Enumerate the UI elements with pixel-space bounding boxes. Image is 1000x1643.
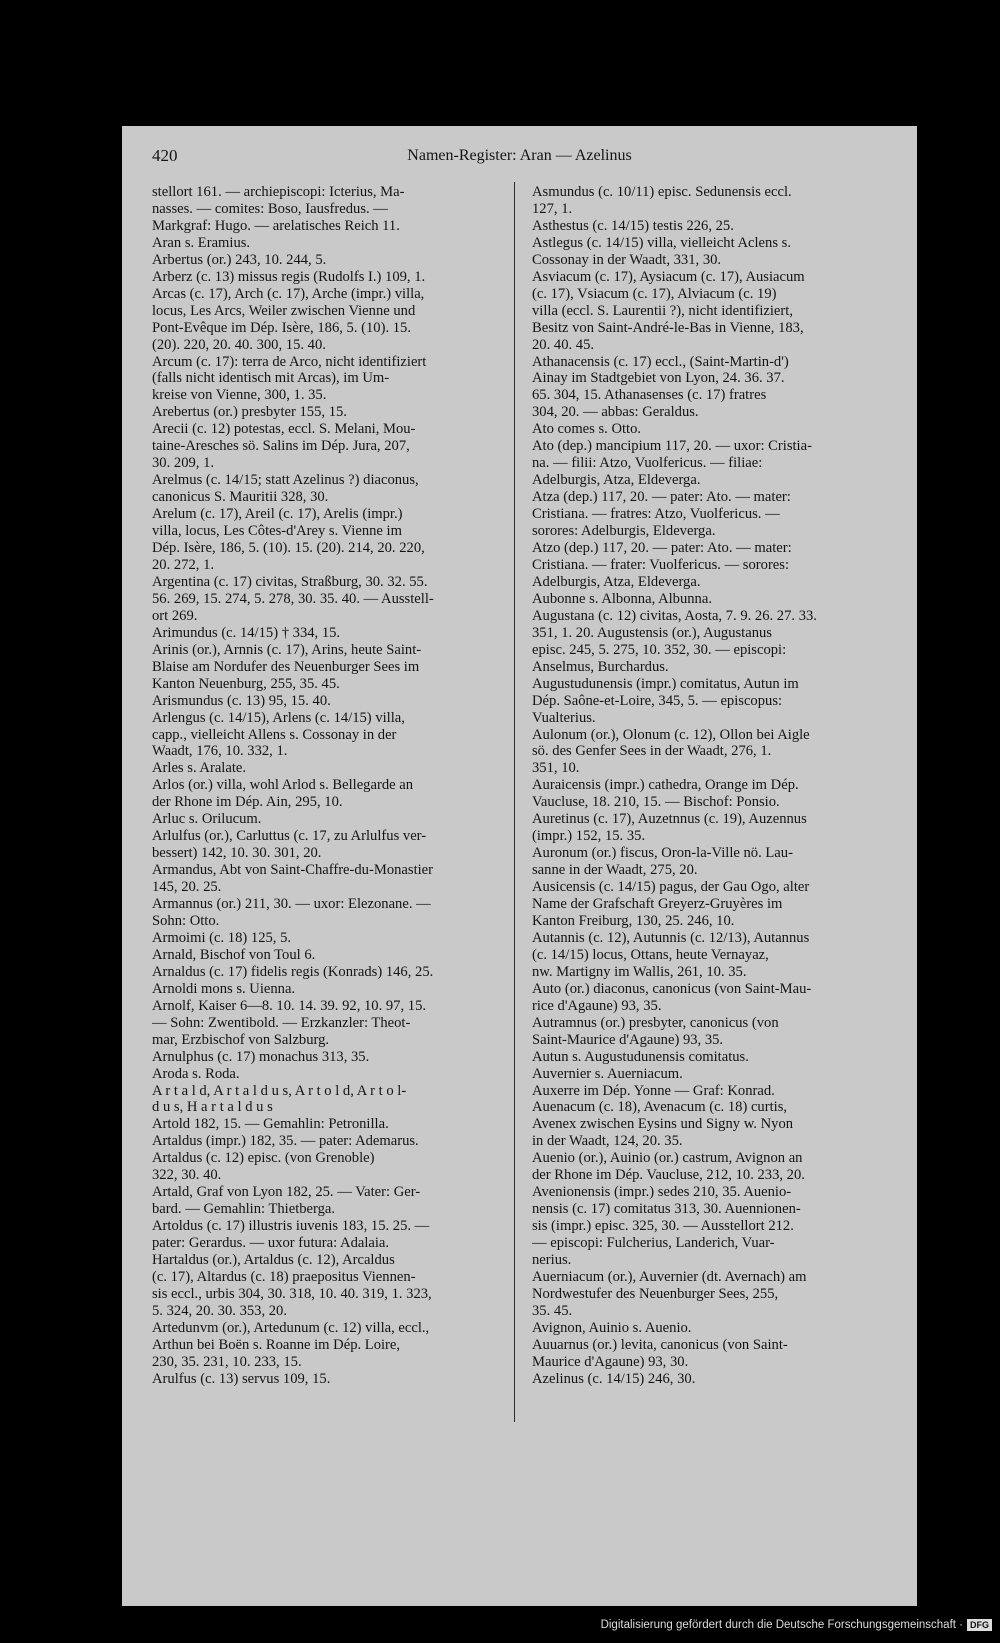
index-line: Ato comes s. Otto. bbox=[532, 421, 642, 438]
index-line: Avenionensis (impr.) sedes 210, 35. Auenio- bbox=[532, 1184, 792, 1201]
index-line: 351, 1. 20. Augustensis (or.), Augustanus bbox=[532, 624, 772, 641]
index-line: Arelum (c. 17), Areil (c. 17), Arelis (impr.) bbox=[152, 506, 403, 523]
index-line: Azelinus (c. 14/15) 246, 30. bbox=[532, 1370, 696, 1387]
page-header bbox=[122, 146, 917, 168]
index-line: na. — filii: Atzo, Vuolfericus. — filiae: bbox=[532, 455, 763, 472]
index-line: Cristiana. — fratres: Atzo, Vuolfericus. — bbox=[532, 506, 780, 523]
index-line: Cristiana. — frater: Vuolfericus. — sorores: bbox=[532, 556, 790, 573]
dfg-logo: DFG bbox=[967, 1619, 992, 1631]
index-line: Augustudunensis (impr.) comitatus, Autun im bbox=[532, 675, 799, 692]
index-line: Astlegus (c. 14/15) villa, vielleicht Aclens s. bbox=[532, 234, 791, 251]
index-line: Aulonum (or.), Olonum (c. 12), Ollon bei Aigle bbox=[532, 726, 810, 743]
index-line: stellort 161. — archiepiscopi: Icterius, Ma- bbox=[152, 184, 405, 200]
index-line: Aubonne s. Albonna, Albunna. bbox=[532, 590, 712, 607]
index-line: sanne in der Waadt, 275, 20. bbox=[532, 862, 698, 879]
index-line: 56. 269, 15. 274, 5. 278, 30. 35. 40. — Ausstell- bbox=[152, 590, 434, 607]
index-line: Autannis (c. 12), Autunnis (c. 12/13), Autannus bbox=[532, 929, 810, 946]
index-line: Adelburgis, Atza, Eldeverga. bbox=[532, 573, 701, 590]
index-line: in der Waadt, 124, 20. 35. bbox=[532, 1133, 683, 1150]
index-line: der Rhone im Dép. Ain, 295, 10. bbox=[152, 794, 343, 811]
index-line: — episcopi: Fulcherius, Landerich, Vuar- bbox=[532, 1235, 775, 1252]
index-line: Auuarnus (or.) levita, canonicus (von Saint- bbox=[532, 1336, 788, 1353]
footer-text: Digitalisierung gefördert durch die Deutsche Forschungsgemeinschaft · bbox=[600, 1619, 963, 1632]
index-line: 230, 35. 231, 10. 233, 15. bbox=[152, 1353, 302, 1370]
index-line: Arnoldi mons s. Uienna. bbox=[152, 980, 296, 997]
index-line: Arulfus (c. 13) servus 109, 15. bbox=[152, 1370, 331, 1387]
index-line: kreise von Vienne, 300, 1. 35. bbox=[152, 387, 327, 404]
index-line: Atzo (dep.) 117, 20. — pater: Ato. — mater: bbox=[532, 540, 792, 557]
index-line: bessert) 142, 10. 30. 301, 20. bbox=[152, 845, 322, 862]
index-line: Arnulphus (c. 17) monachus 313, 35. bbox=[152, 1048, 370, 1065]
index-line: Arimundus (c. 14/15) † 334, 15. bbox=[152, 624, 341, 641]
index-line: bard. — Gemahlin: Thietberga. bbox=[152, 1201, 336, 1218]
index-line: Blaise am Nordufer des Neuenburger Sees im bbox=[152, 658, 420, 675]
index-line: Atza (dep.) 117, 20. — pater: Ato. — mater: bbox=[532, 489, 791, 506]
index-line: Ainay im Stadtgebiet von Lyon, 24. 36. 37. bbox=[532, 370, 785, 387]
index-line: Anselmus, Burchardus. bbox=[532, 658, 669, 675]
index-line: sis (impr.) episc. 325, 30. — Ausstellort 212. bbox=[532, 1218, 794, 1235]
index-line: villa, locus, Les Côtes-d'Arey s. Vienne im bbox=[152, 523, 402, 540]
index-line: Armoimi (c. 18) 125, 5. bbox=[152, 929, 292, 946]
index-line: Hartaldus (or.), Artaldus (c. 12), Arcaldus bbox=[152, 1252, 395, 1269]
column-divider bbox=[514, 182, 515, 1422]
index-line: Argentina (c. 17) civitas, Straßburg, 30. 32. 55. bbox=[152, 573, 428, 590]
index-line: Arlos (or.) villa, wohl Arlod s. Bellegarde an bbox=[152, 777, 414, 794]
index-line: d u s, H a r t a l d u s bbox=[152, 1099, 273, 1116]
index-line: Ato (dep.) mancipium 117, 20. — uxor: Cristia- bbox=[532, 438, 812, 455]
index-line: 5. 324, 20. 30. 353, 20. bbox=[152, 1302, 287, 1319]
index-line: ort 269. bbox=[152, 607, 198, 624]
index-line: Markgraf: Hugo. — arelatisches Reich 11. bbox=[152, 217, 400, 234]
index-line: 30. 209, 1. bbox=[152, 455, 215, 472]
index-line: Cossonay in der Waadt, 331, 30. bbox=[532, 251, 722, 268]
index-line: Kanton Neuenburg, 255, 35. 45. bbox=[152, 675, 340, 692]
index-line: Autun s. Augustudunensis comitatus. bbox=[532, 1048, 749, 1065]
index-line: Aroda s. Roda. bbox=[152, 1065, 240, 1082]
index-line: A r t a l d, A r t a l d u s, A r t o l d, A r t o l- bbox=[152, 1082, 407, 1099]
index-line: sis eccl., urbis 304, 30. 318, 10. 40. 319, 1. 323, bbox=[152, 1285, 432, 1302]
index-line: (impr.) 152, 15. 35. bbox=[532, 828, 646, 845]
index-line: taine-Aresches sö. Salins im Dép. Jura, 207, bbox=[152, 438, 410, 455]
index-line: Artald, Graf von Lyon 182, 25. — Vater: Ger- bbox=[152, 1184, 421, 1201]
index-line: Auerniacum (or.), Auvernier (dt. Avernach) am bbox=[532, 1269, 807, 1285]
index-line: Adelburgis, Atza, Eldeverga. bbox=[532, 472, 701, 489]
index-line: 35. 45. bbox=[532, 1302, 573, 1319]
index-line: Auraicensis (impr.) cathedra, Orange im Dép. bbox=[532, 777, 799, 794]
index-line: Arnald, Bischof von Toul 6. bbox=[152, 946, 316, 963]
running-head: Namen-Register: Aran — Azelinus bbox=[407, 147, 632, 164]
index-line: Arnaldus (c. 17) fidelis regis (Konrads) 146, 25. bbox=[152, 963, 434, 980]
index-line: Arbertus (or.) 243, 10. 244, 5. bbox=[152, 251, 327, 268]
index-line: Ausicensis (c. 14/15) pagus, der Gau Ogo, alter bbox=[532, 879, 810, 896]
index-line: Autramnus (or.) presbyter, canonicus (von bbox=[532, 1014, 779, 1031]
index-line: Augustana (c. 12) civitas, Aosta, 7. 9. 26. 27. 33. bbox=[532, 607, 817, 624]
index-line: Arinis (or.), Arnnis (c. 17), Arins, heute Saint- bbox=[152, 641, 422, 658]
index-line: Artoldus (c. 17) illustris iuvenis 183, 15. 25. — bbox=[152, 1218, 430, 1235]
index-line: Arecii (c. 12) potestas, eccl. S. Melani, Mou- bbox=[152, 421, 416, 438]
index-line: (c. 17), Altardus (c. 18) praepositus Viennen- bbox=[152, 1269, 416, 1285]
index-line: mar, Erzbischof von Salzburg. bbox=[152, 1031, 330, 1048]
index-line: nerius. bbox=[532, 1252, 572, 1269]
index-line: 127, 1. bbox=[532, 200, 573, 217]
index-line: Asmundus (c. 10/11) episc. Sedunensis eccl. bbox=[532, 184, 792, 200]
index-line: der Rhone im Dép. Vaucluse, 212, 10. 233, 20. bbox=[532, 1167, 805, 1184]
index-line: Arlulfus (or.), Carluttus (c. 17, zu Arlulfus ver- bbox=[152, 828, 427, 845]
index-line: Dép. Saône-et-Loire, 345, 5. — episcopus: bbox=[532, 692, 783, 709]
index-line: 145, 20. 25. bbox=[152, 879, 222, 896]
index-line: Saint-Maurice d'Agaune) 93, 35. bbox=[532, 1031, 724, 1048]
index-line: Armannus (or.) 211, 30. — uxor: Elezonane. — bbox=[152, 896, 431, 913]
index-line: Nordwestufer des Neuenburger Sees, 255, bbox=[532, 1285, 779, 1302]
index-line: Arberz (c. 13) missus regis (Rudolfs I.) 109, 1. bbox=[152, 268, 426, 285]
index-line: Artold 182, 15. — Gemahlin: Petronilla. bbox=[152, 1116, 389, 1133]
index-line: Artedunvm (or.), Artedunum (c. 12) villa, eccl., bbox=[152, 1319, 430, 1336]
index-line: Auretinus (c. 17), Auzetnnus (c. 19), Auzennus bbox=[532, 811, 807, 828]
index-line: locus, Les Arcs, Weiler zwischen Vienne und bbox=[152, 302, 416, 319]
index-line: Asviacum (c. 17), Aysiacum (c. 17), Ausiacum bbox=[532, 268, 805, 285]
index-line: Auenio (or.), Auinio (or.) castrum, Avignon an bbox=[532, 1150, 803, 1167]
index-line: Arebertus (or.) presbyter 155, 15. bbox=[152, 404, 347, 421]
index-line: (c. 14/15) locus, Ottans, heute Vernayaz, bbox=[532, 946, 769, 963]
index-line: episc. 245, 5. 275, 10. 352, 30. — episcopi: bbox=[532, 641, 787, 658]
index-line: (falls nicht identisch mit Arcas), im Um- bbox=[152, 370, 390, 387]
index-line: rice d'Agaune) 93, 35. bbox=[532, 997, 662, 1014]
index-line: 304, 20. — abbas: Geraldus. bbox=[532, 404, 699, 421]
index-line: Arles s. Aralate. bbox=[152, 760, 247, 777]
index-line: Athanacensis (c. 17) eccl., (Saint-Martin-d') bbox=[532, 353, 789, 370]
index-line: Arcas (c. 17), Arch (c. 17), Arche (impr.) villa, bbox=[152, 285, 425, 302]
index-line: Arluc s. Orilucum. bbox=[152, 811, 262, 828]
index-line: Auenacum (c. 18), Avenacum (c. 18) curtis, bbox=[532, 1099, 788, 1116]
index-line: nasses. — comites: Boso, Iausfredus. — bbox=[152, 200, 388, 217]
index-line: 322, 30. 40. bbox=[152, 1167, 222, 1184]
index-line: (20). 220, 20. 40. 300, 15. 40. bbox=[152, 336, 326, 353]
index-line: Auronum (or.) fiscus, Oron-la-Ville nö. Lau- bbox=[532, 845, 793, 862]
index-line: sorores: Adelburgis, Eldeverga. bbox=[532, 523, 716, 540]
index-line: Avignon, Auinio s. Auenio. bbox=[532, 1319, 692, 1336]
index-line: pater: Gerardus. — uxor futura: Adalaia. bbox=[152, 1235, 390, 1252]
index-line: Waadt, 176, 10. 332, 1. bbox=[152, 743, 288, 760]
index-line: Maurice d'Agaune) 93, 30. bbox=[532, 1353, 689, 1370]
index-line: Arnolf, Kaiser 6—8. 10. 14. 39. 92, 10. 97, 15. bbox=[152, 997, 427, 1014]
index-line: Vaucluse, 18. 210, 15. — Bischof: Ponsio. bbox=[532, 794, 780, 811]
digitization-footer bbox=[0, 1619, 992, 1631]
index-line: 20. 272, 1. bbox=[152, 556, 215, 573]
scanned-page bbox=[122, 126, 917, 1606]
index-line: nensis (c. 17) comitatus 313, 30. Auennionen- bbox=[532, 1201, 801, 1218]
index-line: canonicus S. Mauritii 328, 30. bbox=[152, 489, 329, 506]
index-line: Aran s. Eramius. bbox=[152, 234, 251, 251]
index-line: 65. 304, 15. Athanasenses (c. 17) fratres bbox=[532, 387, 767, 404]
index-line: Asthestus (c. 14/15) testis 226, 25. bbox=[532, 217, 734, 234]
index-line: Auvernier s. Auerniacum. bbox=[532, 1065, 683, 1082]
index-column-right bbox=[532, 184, 880, 1388]
index-line: 351, 10. bbox=[532, 760, 580, 777]
index-line: Artaldus (c. 12) episc. (von Grenoble) bbox=[152, 1150, 375, 1167]
index-line: Besitz von Saint-André-le-Bas in Vienne, 183, bbox=[532, 319, 804, 336]
index-line: Dép. Isère, 186, 5. (10). 15. (20). 214, 20. 220, bbox=[152, 540, 425, 557]
index-line: Avenex zwischen Eysins und Signy w. Nyon bbox=[532, 1116, 794, 1133]
index-column-left bbox=[152, 184, 495, 1388]
index-line: Arcum (c. 17): terra de Arco, nicht identifiziert bbox=[152, 353, 427, 370]
index-line: 20. 40. 45. bbox=[532, 336, 595, 353]
index-line: — Sohn: Zwentibold. — Erzkanzler: Theot- bbox=[152, 1014, 411, 1031]
index-line: nw. Martigny im Wallis, 261, 10. 35. bbox=[532, 963, 747, 980]
index-line: Auto (or.) diaconus, canonicus (von Saint-Mau- bbox=[532, 980, 812, 997]
index-line: Auxerre im Dép. Yonne — Graf: Konrad. bbox=[532, 1082, 775, 1099]
index-line: Kanton Freiburg, 130, 25. 246, 10. bbox=[532, 912, 735, 929]
index-line: Arthun bei Boën s. Roanne im Dép. Loire, bbox=[152, 1336, 401, 1353]
index-line: Arelmus (c. 14/15; statt Azelinus ?) diaconus, bbox=[152, 472, 419, 489]
index-line: Sohn: Otto. bbox=[152, 912, 220, 929]
index-line: Artaldus (impr.) 182, 35. — pater: Ademarus. bbox=[152, 1133, 419, 1150]
index-line: villa (eccl. S. Laurentii ?), nicht identifiziert, bbox=[532, 302, 793, 319]
index-line: Arismundus (c. 13) 95, 15. 40. bbox=[152, 692, 331, 709]
index-line: Pont-Evêque im Dép. Isère, 186, 5. (10). 15. bbox=[152, 319, 411, 336]
index-line: capp., vielleicht Allens s. Cossonay in der bbox=[152, 726, 397, 743]
index-line: (c. 17), Vsiacum (c. 17), Alviacum (c. 19) bbox=[532, 285, 777, 302]
index-line: Armandus, Abt von Saint-Chaffre-du-Monastier bbox=[152, 862, 434, 879]
index-line: Vualterius. bbox=[532, 709, 596, 726]
index-line: sö. des Genfer Sees in der Waadt, 276, 1. bbox=[532, 743, 772, 760]
index-line: Arlengus (c. 14/15), Arlens (c. 14/15) villa, bbox=[152, 709, 405, 726]
index-line: Name der Grafschaft Greyerz-Gruyères im bbox=[532, 896, 783, 913]
page-number: 420 bbox=[152, 146, 178, 165]
